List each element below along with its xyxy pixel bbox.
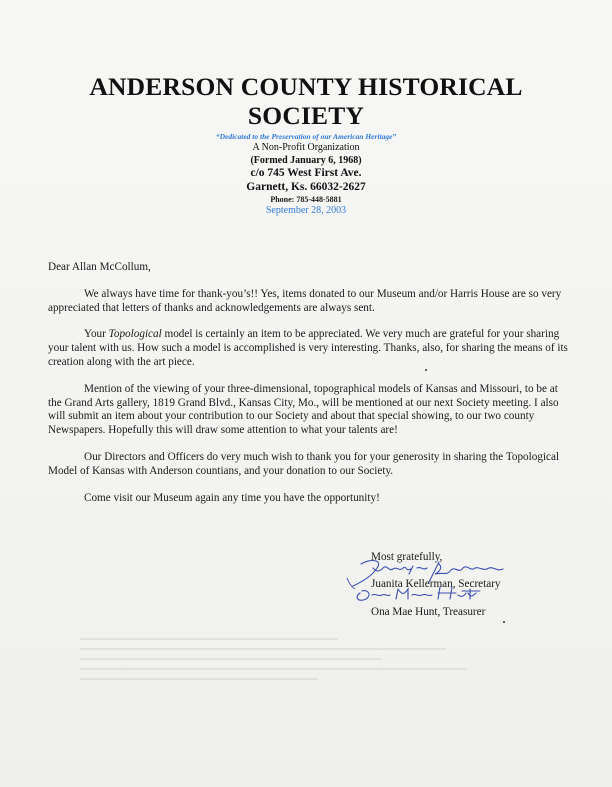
salutation: Dear Allan McCollum,: [48, 261, 151, 273]
paragraph-2: [48, 328, 568, 369]
letter-body: [48, 261, 568, 518]
paragraph-1: We always have time for thank-you’s!! Yes, items donated to our Museum and/or Harris House are so very appreciated that letters of thanks and acknowledgements are always sent.: [48, 287, 562, 314]
valediction: Most gratefully,: [371, 551, 443, 563]
bleed-through-text: [80, 630, 510, 710]
letter-date: September 28, 2003: [265, 205, 347, 216]
paper-speck: [503, 621, 505, 623]
formed-date: (Formed January 6, 1968): [250, 154, 362, 166]
paragraph-2-italic: Topological: [108, 328, 162, 341]
nonprofit-label: A Non-Profit Organization: [252, 142, 360, 153]
signer-2: Ona Mae Hunt, Treasurer: [371, 606, 486, 618]
phone-number: Phone: 785-448-5881: [270, 195, 342, 204]
paragraph-4: Our Directors and Officers do very much wish to thank you for your generosity in sharing the Topological Model of Kansas with Anderson countians, and your donation to our Society.: [48, 450, 560, 477]
letterhead: [0, 72, 612, 217]
signer-1: Juanita Kellerman, Secretary: [371, 578, 501, 590]
signature-ona: [352, 583, 482, 605]
org-motto: “Dedicated to the Preservation of our American Heritage”: [215, 132, 397, 141]
paragraph-3: Mention of the viewing of your three-dimensional, topographical models of Kansas and Missouri, to be at the Grand Arts gallery, 1819 Grand Blvd., Kansas City, Mo., will be mentioned at our next Society meeting. I also will submit an item about your contribution to our Society and about that special showing, to our two county Newspapers. Hopefully this will draw some attention to what your talents are!: [48, 382, 559, 437]
org-name: ANDERSON COUNTY HISTORICAL SOCIETY: [89, 72, 523, 130]
paragraph-5: Come visit our Museum again any time you have the opportunity!: [84, 491, 380, 504]
address-line-2: Garnett, Ks. 66032-2627: [246, 180, 366, 193]
paragraph-2-start: Your: [84, 328, 109, 341]
address-line-1: c/o 745 West First Ave.: [250, 167, 362, 179]
paragraph-2-rest: model is certainly an item to be appreciated. We very much are grateful for your sharing your talent with us. How such a model is accomplished is very interesting. Thanks, also, for sharing the means of its creation along with the art piece.: [48, 328, 568, 368]
paper-speck: [425, 369, 427, 371]
